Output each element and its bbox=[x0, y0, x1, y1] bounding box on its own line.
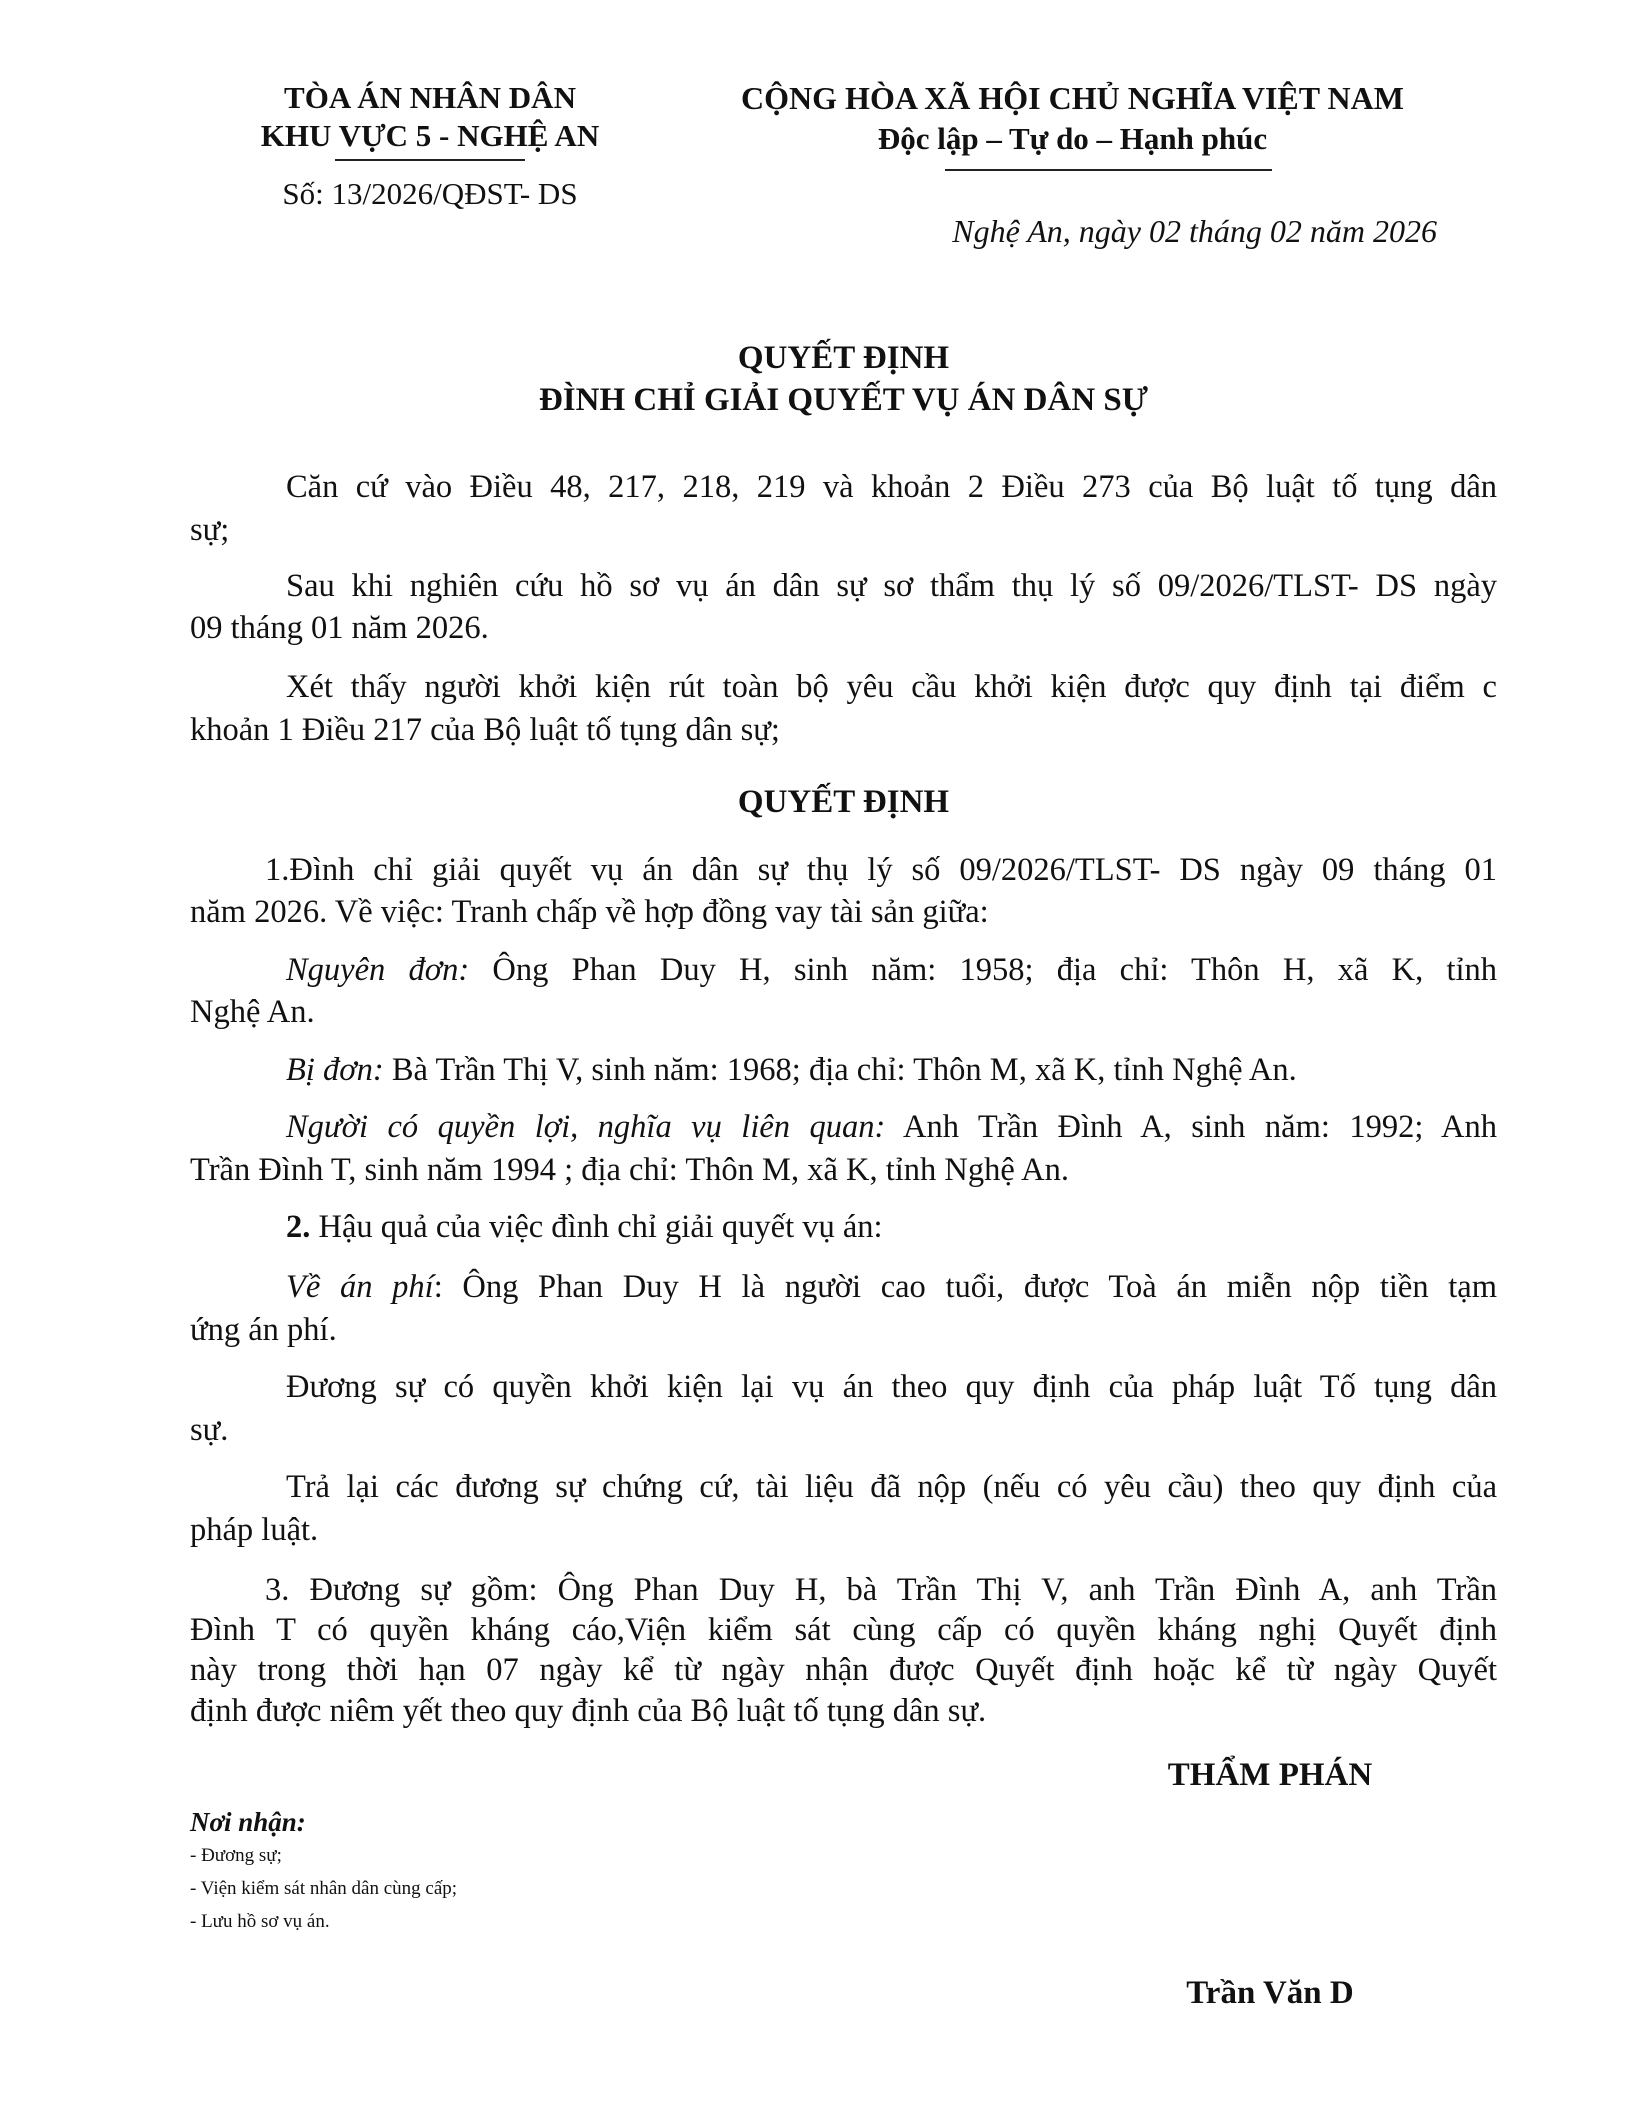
court-region: KHU VỰC 5 - NGHỆ AN bbox=[260, 118, 600, 153]
national-motto: Độc lập – Tự do – Hạnh phúc bbox=[877, 121, 1268, 156]
section2-heading bbox=[286, 1206, 1497, 1248]
document-subtitle: ĐÌNH CHỈ GIẢI QUYẾT VỤ ÁN DÂN SỰ bbox=[538, 382, 1149, 418]
plaintiff-line bbox=[286, 949, 1497, 991]
preamble-legal-basis-cont: sự; bbox=[190, 512, 230, 548]
related-party-text: Anh Trần Đình A, sinh năm: 1992; Anh bbox=[885, 1109, 1498, 1145]
section3-line4: định được niêm yết theo quy định của Bộ luật tố tụng dân sự. bbox=[190, 1693, 987, 1729]
decision-heading: QUYẾT ĐỊNH bbox=[737, 784, 950, 820]
preamble-legal-basis: Căn cứ vào Điều 48, 217, 218, 219 và khoản 2 Điều 273 của Bộ luật tố tụng dân bbox=[286, 469, 1497, 505]
section3-line1: 3. Đương sự gồm: Ông Phan Duy H, bà Trần Thị V, anh Trần Đình A, anh Trần bbox=[265, 1572, 1497, 1608]
plaintiff-line-cont: Nghệ An. bbox=[190, 994, 315, 1030]
related-party-line bbox=[286, 1106, 1497, 1148]
motto-underline bbox=[945, 169, 1272, 171]
document-title: QUYẾT ĐỊNH bbox=[737, 340, 950, 376]
decision-number: Số: 13/2026/QĐST- DS bbox=[282, 176, 578, 211]
court-name: TÒA ÁN NHÂN DÂN bbox=[284, 80, 576, 115]
defendant-line bbox=[286, 1049, 1497, 1091]
signer-role: THẨM PHÁN bbox=[1167, 1757, 1373, 1793]
court-fee-text: : Ông Phan Duy H là người cao tuổi, được Toà án miễn nộp tiền tạm bbox=[433, 1269, 1497, 1305]
section1-line1: 1.Đình chỉ giải quyết vụ án dân sự thụ lý số 09/2026/TLST- DS ngày 09 tháng 01 bbox=[265, 852, 1497, 888]
court-fee-line bbox=[286, 1266, 1497, 1308]
preamble-case-review-cont: 09 tháng 01 năm 2026. bbox=[190, 610, 489, 646]
defendant-label: Bị đơn: bbox=[286, 1052, 384, 1088]
court-fee-label: Về án phí bbox=[286, 1269, 434, 1305]
related-party-label: Người có quyền lợi, nghĩa vụ liên quan: bbox=[286, 1109, 886, 1145]
court-underline bbox=[335, 159, 525, 161]
recipients-label: Nơi nhận: bbox=[190, 1807, 306, 1837]
signer-name: Trần Văn D bbox=[1186, 1975, 1354, 2011]
plaintiff-label: Nguyên đơn: bbox=[286, 952, 470, 988]
preamble-finding: Xét thấy người khởi kiện rút toàn bộ yêu cầu khởi kiện được quy định tại điểm c bbox=[286, 669, 1497, 705]
preamble-finding-cont: khoản 1 Điều 217 của Bộ luật tố tụng dân sự; bbox=[190, 712, 780, 748]
section2-heading-text: Hậu quả của việc đình chỉ giải quyết vụ án: bbox=[310, 1209, 883, 1245]
related-party-line-cont: Trần Đình T, sinh năm 1994 ; địa chỉ: Thôn M, xã K, tỉnh Nghệ An. bbox=[190, 1152, 1069, 1188]
return-documents-line: Trả lại các đương sự chứng cứ, tài liệu đã nộp (nếu có yêu cầu) theo quy định của bbox=[286, 1469, 1497, 1505]
section2-number: 2. bbox=[286, 1209, 311, 1245]
return-documents-line-cont: pháp luật. bbox=[190, 1512, 319, 1548]
section3-line2: Đình T có quyền kháng cáo,Viện kiểm sát cùng cấp có quyền kháng nghị Quyết định bbox=[190, 1612, 1497, 1648]
preamble-case-review: Sau khi nghiên cứu hồ sơ vụ án dân sự sơ thẩm thụ lý số 09/2026/TLST- DS ngày bbox=[286, 568, 1497, 604]
defendant-text: Bà Trần Thị V, sinh năm: 1968; địa chỉ: Thôn M, xã K, tỉnh Nghệ An. bbox=[383, 1052, 1297, 1088]
right-to-sue-line: Đương sự có quyền khởi kiện lại vụ án theo quy định của pháp luật Tố tụng dân bbox=[286, 1369, 1497, 1405]
section3-line3: này trong thời hạn 07 ngày kể từ ngày nhận được Quyết định hoặc kể từ ngày Quyết bbox=[190, 1652, 1497, 1688]
court-fee-line-cont: ứng án phí. bbox=[190, 1312, 337, 1348]
recipient-item: - Viện kiểm sát nhân dân cùng cấp; bbox=[190, 1878, 458, 1899]
section1-line2: năm 2026. Về việc: Tranh chấp về hợp đồng vay tài sản giữa: bbox=[190, 894, 989, 930]
plaintiff-text: Ông Phan Duy H, sinh năm: 1958; địa chỉ: Thôn H, xã K, tỉnh bbox=[469, 952, 1498, 988]
right-to-sue-line-cont: sự. bbox=[190, 1412, 229, 1448]
nation-title: CỘNG HÒA XÃ HỘI CHỦ NGHĨA VIỆT NAM bbox=[741, 80, 1404, 116]
recipient-item: - Lưu hồ sơ vụ án. bbox=[190, 1911, 330, 1932]
place-date: Nghệ An, ngày 02 tháng 02 năm 2026 bbox=[952, 213, 1437, 249]
recipient-item: - Đương sự; bbox=[190, 1845, 282, 1866]
